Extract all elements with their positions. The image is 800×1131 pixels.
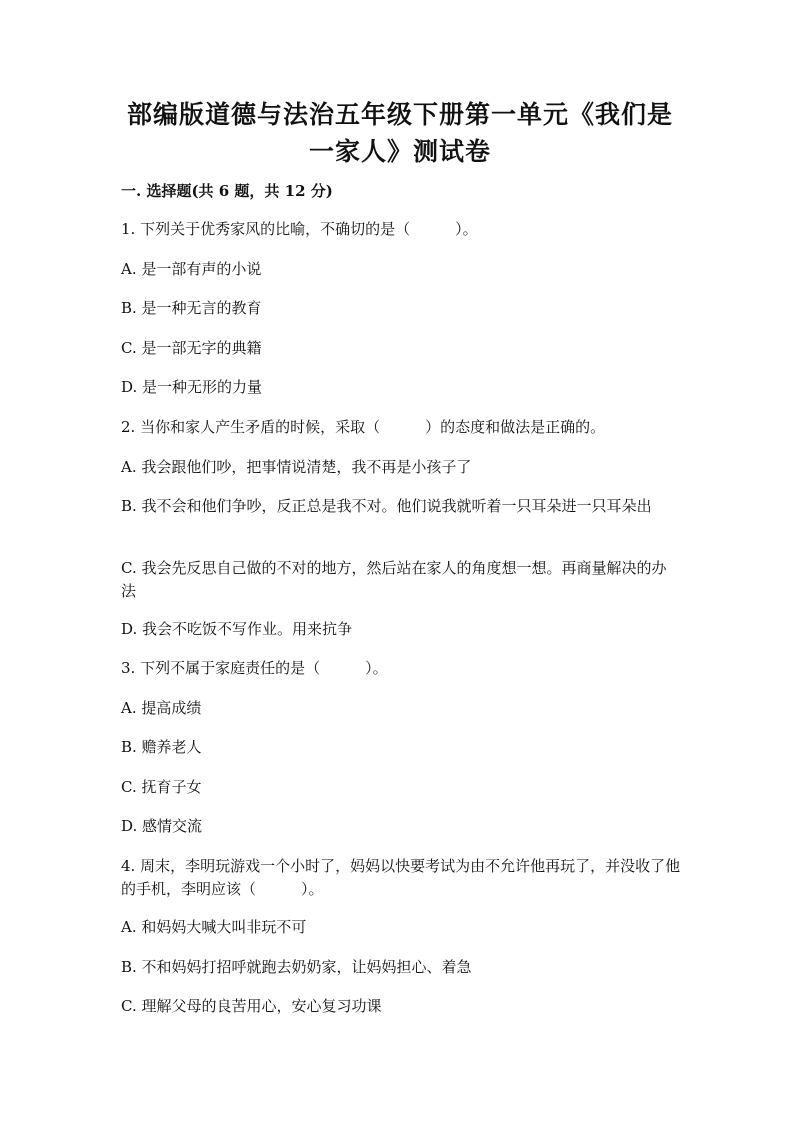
question-2-option-c: C. 我会先反思自己做的不对的地方，然后站在家人的角度想一想。再商量解决的办法 <box>121 559 667 600</box>
question-1-option-d: D. 是一种无形的力量 <box>121 378 263 396</box>
question-4-option-b: B. 不和妈妈打招呼就跑去奶奶家，让妈妈担心、着急 <box>121 958 472 976</box>
question-3-option-c: C. 抚育子女 <box>121 778 202 796</box>
question-2-stem: 2. 当你和家人产生矛盾的时候，采取（ ）的态度和做法是正确的。 <box>121 418 606 436</box>
question-1-stem: 1. 下列关于优秀家风的比喻，不确切的是（ ）。 <box>121 220 478 238</box>
question-3-option-a: A. 提高成绩 <box>121 699 202 717</box>
question-4-option-a: A. 和妈妈大喊大叫非玩不可 <box>121 918 307 936</box>
question-3-option-b: B. 赡养老人 <box>121 738 202 756</box>
question-1-option-b: B. 是一种无言的教育 <box>121 299 262 317</box>
question-2-option-b: B. 我不会和他们争吵，反正总是我不对。他们说我就听着一只耳朵进一只耳朵出 <box>121 497 652 515</box>
exam-title: 部编版道德与法治五年级下册第一单元《我们是一家人》测试卷 <box>126 100 673 166</box>
question-1-option-a: A. 是一部有声的小说 <box>121 260 262 278</box>
section-heading: 一. 选择题(共 6 题，共 12 分) <box>121 182 333 200</box>
question-2-option-a: A. 我会跟他们吵，把事情说清楚，我不再是小孩子了 <box>121 458 472 476</box>
question-4-option-c: C. 理解父母的良苦用心，安心复习功课 <box>121 997 382 1015</box>
question-3-stem: 3. 下列不属于家庭责任的是（ ）。 <box>121 659 388 677</box>
question-2-option-d: D. 我会不吃饭不写作业。用来抗争 <box>121 620 353 638</box>
question-3-option-d: D. 感情交流 <box>121 817 203 835</box>
question-1-option-c: C. 是一部无字的典籍 <box>121 339 262 357</box>
question-4-stem: 4. 周末，李明玩游戏一个小时了，妈妈以快要考试为由不允许他再玩了，并没收了他的手机，李明应该（ ）。 <box>121 857 681 898</box>
